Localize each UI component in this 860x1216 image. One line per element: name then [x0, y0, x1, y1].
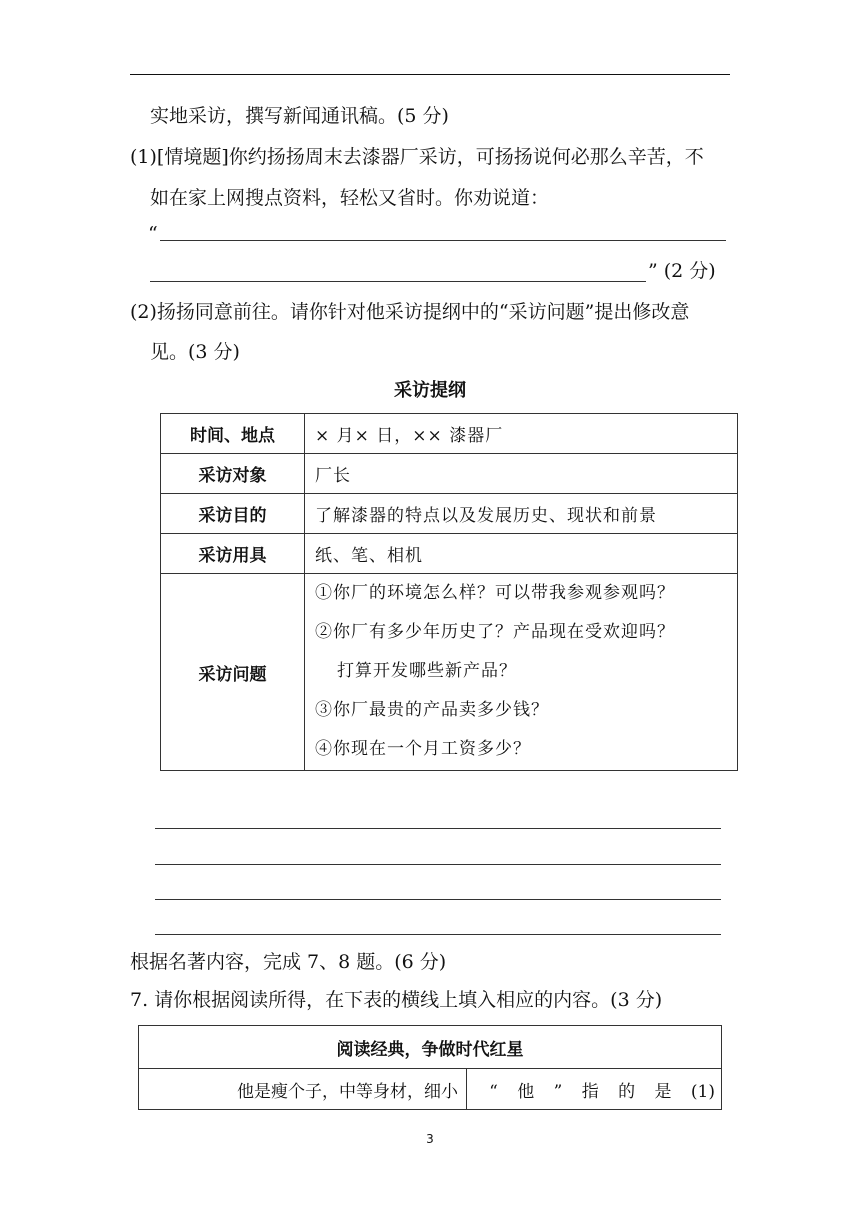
q1-close-quote-score: ” (2 分) — [648, 260, 716, 282]
q1-line2: 如在家上网搜点资料，轻松又省时。你劝说道： — [150, 187, 550, 209]
q1-answer-line-2 — [150, 281, 646, 282]
q2-answer-line-4 — [155, 934, 721, 935]
q7-line: 7. 请你根据阅读所得，在下表的横线上填入相应的内容。(3 分) — [130, 989, 663, 1011]
row-key: 采访目的 — [161, 494, 305, 534]
q1-answer-line-1 — [160, 240, 726, 241]
question-item: ①你厂的环境怎么样？可以带我参观参观吗？ — [315, 583, 675, 603]
table-row — [161, 574, 738, 771]
questions-key: 采访问题 — [161, 574, 305, 771]
intro-line: 实地采访，撰写新闻通讯稿。(5 分) — [150, 105, 449, 127]
header-rule — [130, 74, 730, 75]
reading-table-header: 阅读经典，争做时代红星 — [139, 1026, 722, 1069]
questions-cell — [305, 574, 738, 771]
q1-open-quote: “ — [148, 223, 158, 245]
row-value: 纸、笔、相机 — [305, 534, 738, 574]
interview-outline-table — [160, 413, 738, 771]
q2-answer-line-3 — [155, 899, 721, 900]
question-item: ③你厂最贵的产品卖多少钱？ — [315, 700, 549, 720]
table-row — [161, 534, 738, 574]
question-item: ④你现在一个月工资多少？ — [315, 739, 531, 759]
question-item-continued: 打算开发哪些新产品？ — [337, 661, 517, 681]
table-row — [161, 494, 738, 534]
reading-table-cell-left: 他是瘦个子，中等身材，细小 — [139, 1069, 467, 1110]
question-item: ②你厂有多少年历史了？产品现在受欢迎吗？ — [315, 622, 675, 642]
page-number: 3 — [426, 1132, 434, 1146]
section-intro: 根据名著内容，完成 7、8 题。(6 分) — [130, 951, 447, 973]
row-key: 时间、地点 — [161, 414, 305, 454]
row-key: 采访用具 — [161, 534, 305, 574]
q2-line1: (2)扬扬同意前往。请你针对他采访提纲中的“采访问题”提出修改意 — [130, 301, 690, 323]
q2-line2: 见。(3 分) — [150, 341, 240, 363]
q2-answer-line-2 — [155, 864, 721, 865]
row-value: 了解漆器的特点以及发展历史、现状和前景 — [305, 494, 738, 534]
reading-table-cell-right: “ 他 ” 指 的 是 (1) — [467, 1069, 722, 1110]
q1-line1: (1)[情境题]你约扬扬周末去漆器厂采访，可扬扬说何必那么辛苦，不 — [130, 146, 704, 168]
outline-title: 采访提纲 — [394, 380, 466, 401]
row-key: 采访对象 — [161, 454, 305, 494]
row-value: × 月× 日，×× 漆器厂 — [305, 414, 738, 454]
table-row — [161, 454, 738, 494]
q2-answer-line-1 — [155, 828, 721, 829]
row-value: 厂长 — [305, 454, 738, 494]
reading-table — [138, 1025, 722, 1110]
table-row — [161, 414, 738, 454]
